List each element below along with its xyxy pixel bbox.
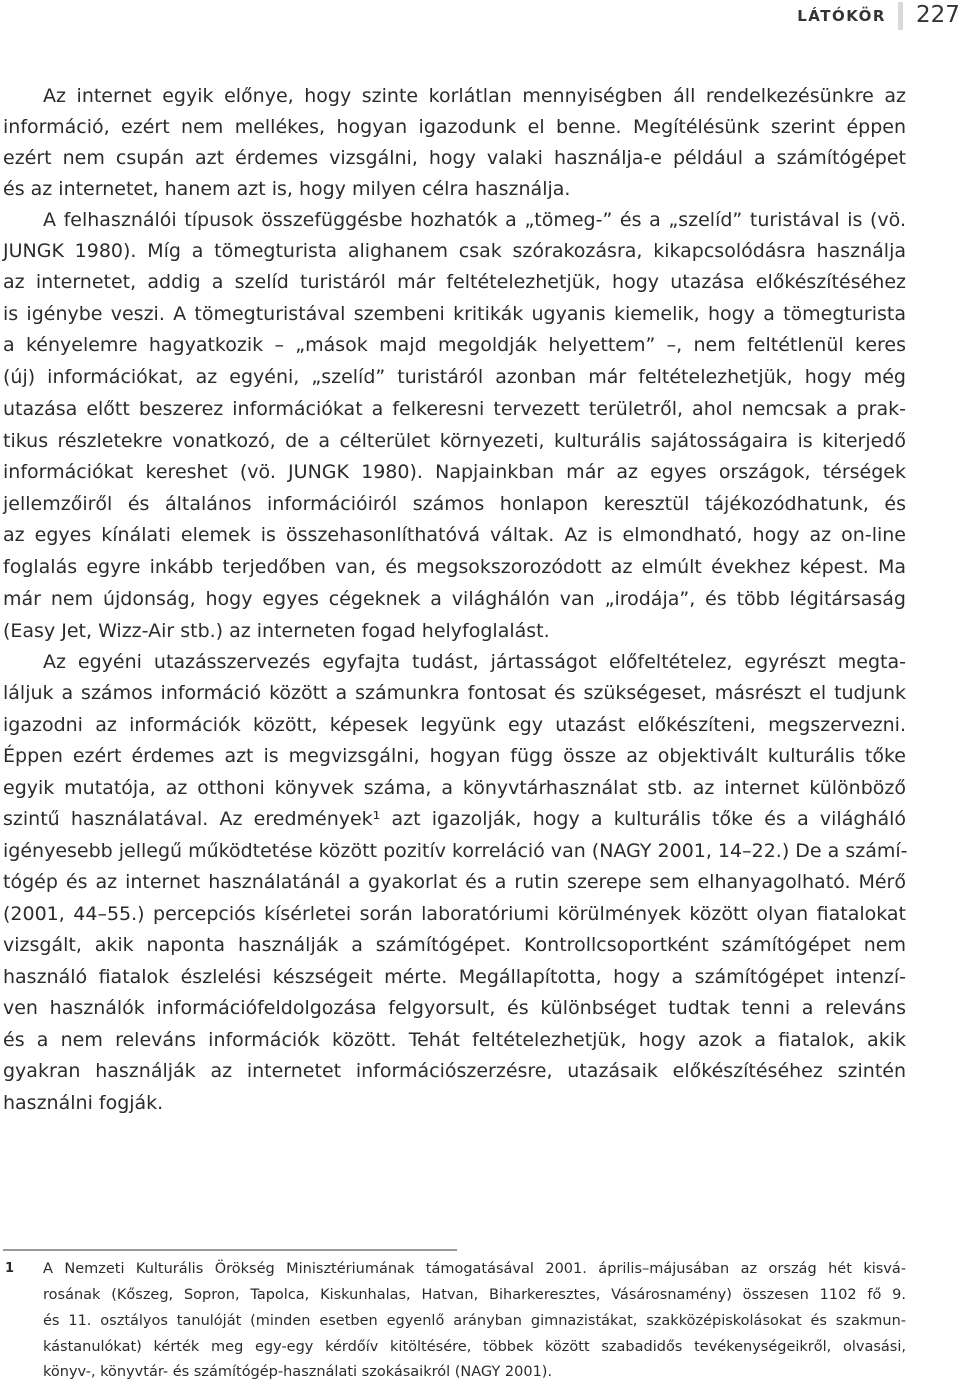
text-line: ven használók információfeldolgozása felgyorsult, és különbséget tudtak tenni a releváns bbox=[3, 997, 906, 1019]
text-line: és a nem releváns információk között. Tehát feltételezhetjük, hogy azok a fiatalok, akik bbox=[3, 1029, 906, 1051]
text-line: egyik mutatója, az otthoni könyvek száma, a könyvtárhasználat stb. az internet különböző bbox=[3, 777, 906, 799]
text-line: tikus részletekre vonatkozó, de a célterület környezeti, kulturális sajátosságaira is kiterjedő bbox=[3, 430, 906, 452]
text-line: igényesebb jellegű működtetése között pozitív korreláció van (NAGY 2001, 14–22.) De a számí- bbox=[3, 840, 908, 862]
text-line: JUNGK 1980). Míg a tömegturista alighanem csak szórakozásra, kikapcsolódásra használja bbox=[3, 240, 906, 262]
text-line: az egyes kínálati elemek is összehasonlíthatóvá váltak. Az is elmondható, hogy az on-line bbox=[3, 524, 906, 546]
text-line: gyakran használják az internetet információszerzésre, utazásaik előkészítéséhez szintén bbox=[3, 1060, 906, 1082]
text-line: már nem újdonság, hogy egyes cégeknek a világhálón van „irodája”, és több légitársaság bbox=[3, 588, 906, 610]
text-line: A felhasználói típusok összefüggésbe hozhatók a „tömeg-” és a „szelíd” turistával is (vö. bbox=[43, 209, 906, 231]
page-number: 227 bbox=[916, 2, 960, 28]
text-line: használni fogják. bbox=[3, 1092, 164, 1114]
text-line: a kényelemre hagyatkozik – „mások majd megoldják helyettem” –, nem feltétlenül keres bbox=[3, 334, 906, 356]
header-separator bbox=[898, 2, 903, 30]
text-line: foglalás egyre inkább terjedőben van, és megsokszorozódott az elmúlt évekhez képest. Ma bbox=[3, 556, 906, 578]
footnote-number: 1 bbox=[5, 1261, 15, 1276]
footnote-line: könyv-, könyvtár- és számítógép-használati szokásaikról (NAGY 2001). bbox=[43, 1364, 553, 1380]
text-line: igazodni az információk között, képesek legyünk egy utazást előkészíteni, megszervezni. bbox=[3, 714, 906, 736]
running-header bbox=[0, 0, 960, 40]
text-line: ezért nem csupán azt érdemes vizsgálni, hogy valaki használja-e például a számítógépet bbox=[3, 147, 906, 169]
footnote-line: rosának (Kőszeg, Sopron, Tapolca, Kiskunhalas, Hatvan, Biharkeresztes, Vásárosnamény) összesen 1102 fő 9. bbox=[43, 1287, 906, 1303]
text-line: utazása előtt beszerez információkat a felkeresni tervezett területről, ahol nemcsak a prak- bbox=[3, 398, 906, 420]
footnote-rule bbox=[3, 1249, 457, 1251]
text-line: (2001, 44–55.) percepciós kísérletei során laboratóriumi körülmények között olyan fiatalokat bbox=[3, 903, 906, 925]
text-line: Az egyéni utazásszervezés egyfajta tudást, jártasságot előfeltételez, egyrészt megta- bbox=[43, 651, 906, 673]
text-line: (Easy Jet, Wizz-Air stb.) az interneten fogad helyfoglalást. bbox=[3, 620, 550, 642]
text-line: az internetet, addig a szelíd turistáról már feltételezhetjük, hogy utazása előkészítéséhez bbox=[3, 271, 906, 293]
text-line: szintű használatával. Az eredmények¹ azt igazolják, hogy a kulturális tőke és a világháló bbox=[3, 808, 906, 830]
footnote-line: A Nemzeti Kulturális Örökség Minisztériumának támogatásával 2001. április–májusában az ország hét kisvá- bbox=[43, 1261, 906, 1277]
footnote-line: kástanulókat) kérték meg egy-egy kérdőív kitöltésére, többek között szabadidős tevékenységeikről, olvasási, bbox=[43, 1339, 906, 1355]
text-line: információkat kereshet (vö. JUNGK 1980). Napjainkban már az egyes országok, térségek bbox=[3, 461, 906, 483]
text-line: tógép és az internet használatánál a gyakorlat és a rutin szerepe sem elhanyagolható. Mérő bbox=[3, 871, 906, 893]
section-title: LÁTÓKÖR bbox=[797, 7, 886, 25]
text-line: (új) információkat, az egyéni, „szelíd” turistáról azonban már feltételezhetjük, hogy még bbox=[3, 366, 906, 388]
text-line: vizsgált, akik naponta használják a számítógépet. Kontrollcsoportként számítógépet nem bbox=[3, 934, 906, 956]
text-line: használó fiatalok észlelési készségeit mérte. Megállapította, hogy a számítógépet intenzí- bbox=[3, 966, 906, 988]
footnote-line: és 11. osztályos tanulóját (minden esetben egyenlő arányban gimnazistákat, szakközépiskolásokat és szakmun- bbox=[43, 1313, 906, 1329]
text-line: Az internet egyik előnye, hogy szinte korlátlan mennyiségben áll rendelkezésünkre az bbox=[43, 85, 906, 107]
text-line: és az internetet, hanem azt is, hogy milyen célra használja. bbox=[3, 178, 571, 200]
text-line: is igénybe veszi. A tömegturistával szembeni kritikák ugyanis kiemelik, hogy a tömegturista bbox=[3, 303, 906, 325]
text-line: Éppen ezért érdemes azt is megvizsgálni, hogyan függ össze az objektivált kulturális tőke bbox=[3, 745, 906, 767]
text-line: jellemzőiről és általános információiról számos honlapon keresztül tájékozódhatunk, és bbox=[3, 493, 906, 515]
text-line: információ, ezért nem mellékes, hogyan igazodunk el benne. Megítélésünk szerint éppen bbox=[3, 116, 906, 138]
text-line: láljuk a számos információ között a számunkra fontosat és szükségeset, másrészt el tudjunk bbox=[3, 682, 906, 704]
